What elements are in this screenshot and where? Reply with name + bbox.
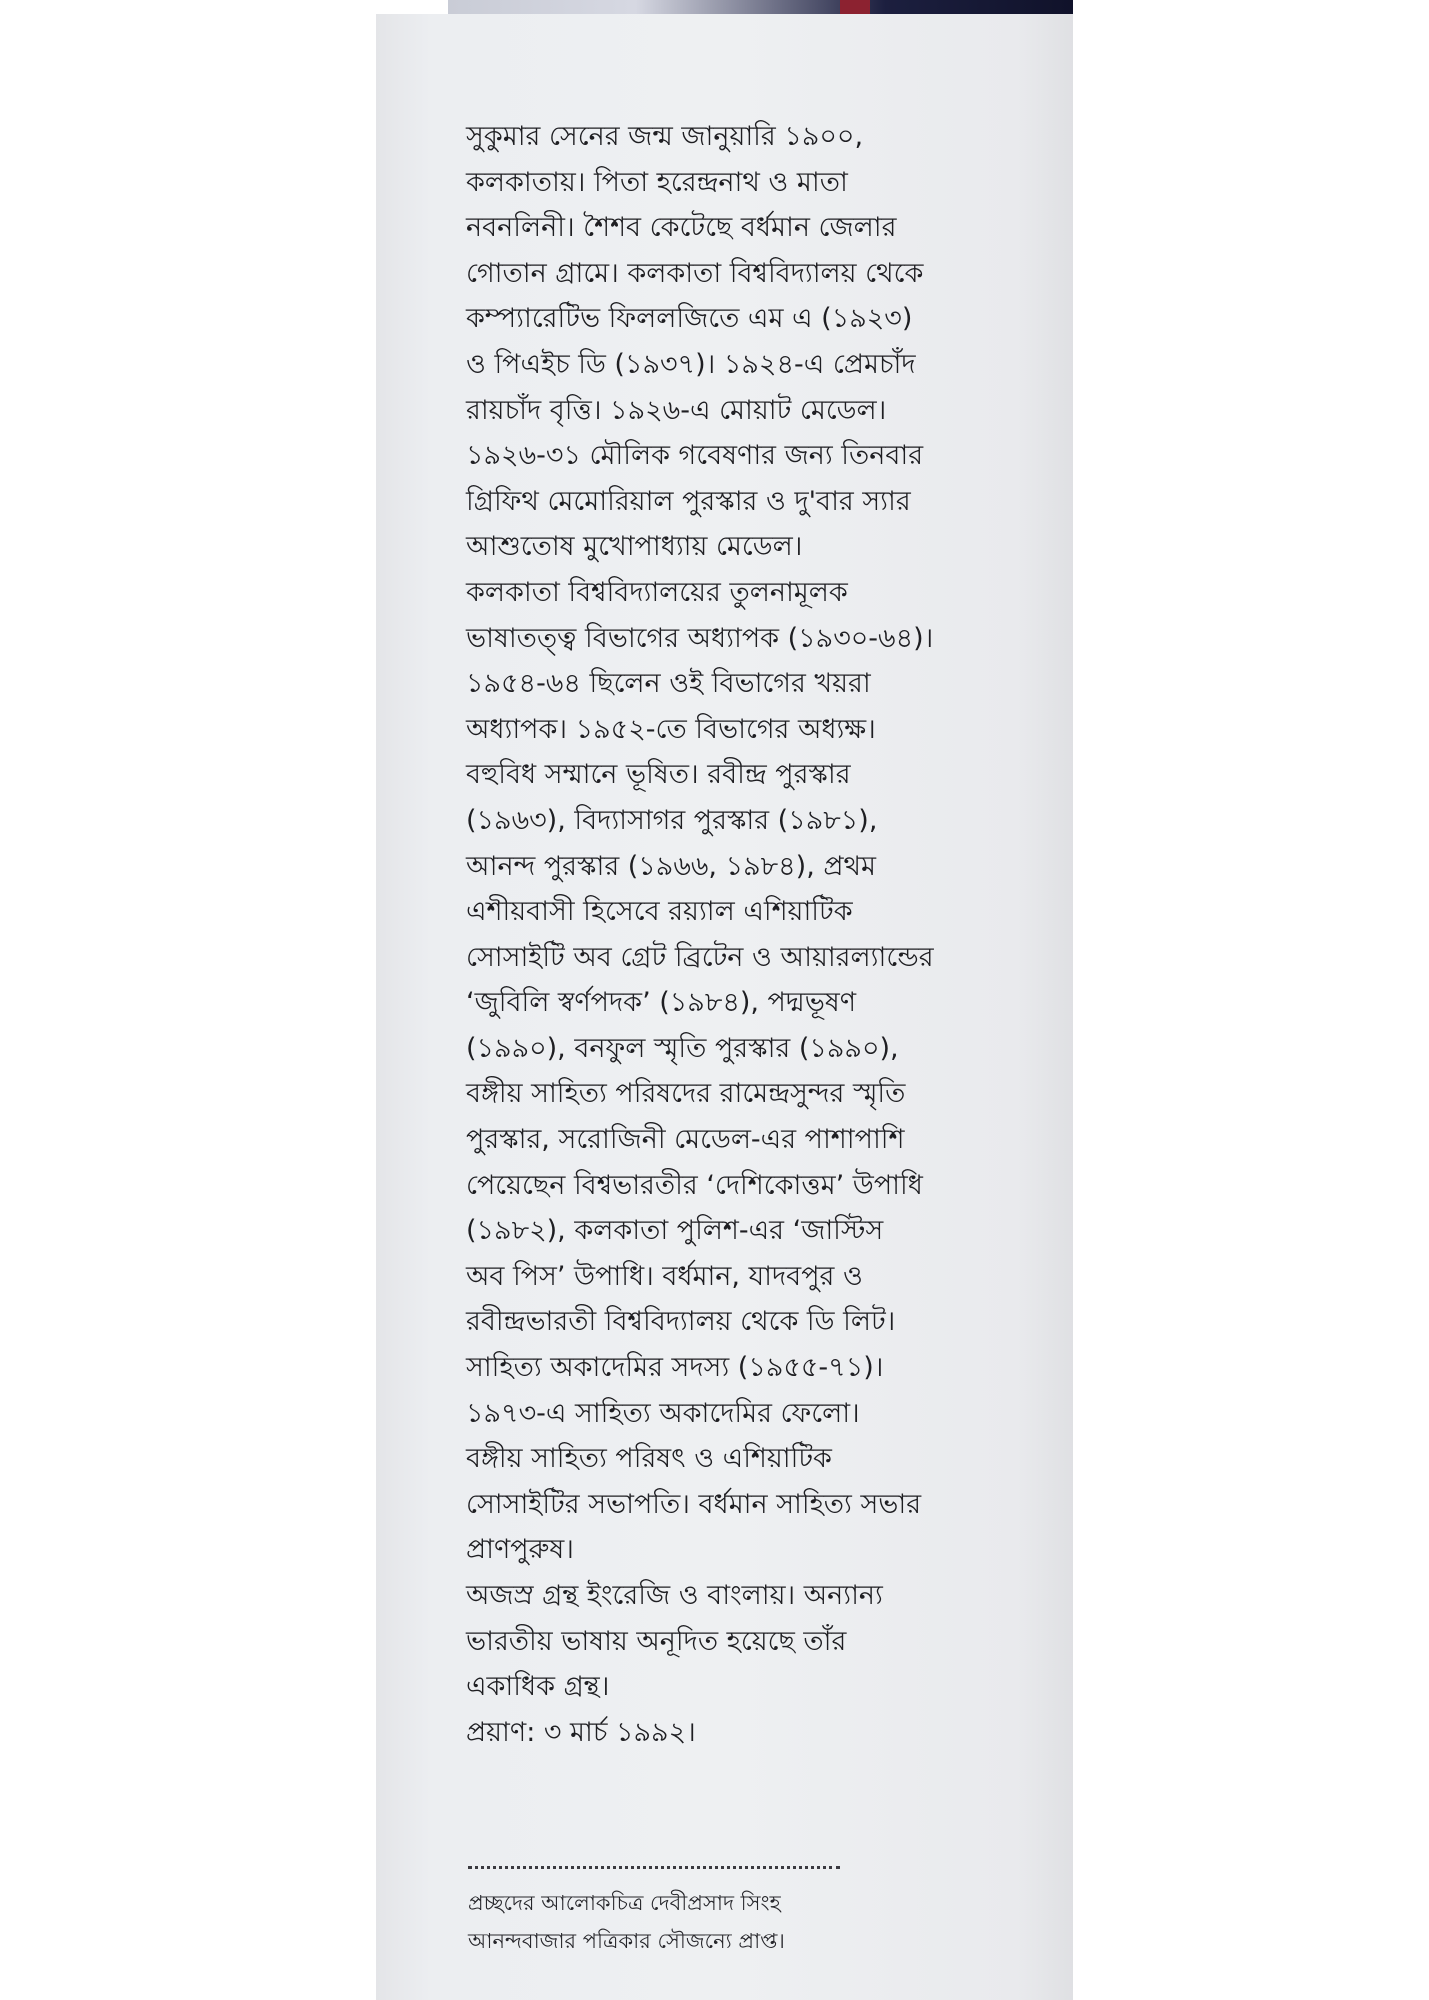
- bio-line: একাধিক গ্রন্থ।: [466, 1671, 610, 1703]
- bio-line: এশীয়বাসী হিসেবে রয়্যাল এশিয়াটিক: [466, 896, 853, 928]
- bio-line: সোসাইটি অব গ্রেট ব্রিটেন ও আয়ারল্যান্ডের: [466, 941, 934, 973]
- bio-line: ১৯২৬-৩১ মৌলিক গবেষণার জন্য তিনবার: [466, 440, 924, 472]
- dotted-divider: [468, 1866, 840, 1869]
- bio-line: ১৯৭৩-এ সাহিত্য অকাদেমির ফেলো।: [466, 1397, 860, 1429]
- bio-line: (১৯৬৩), বিদ্যাসাগর পুরস্কার (১৯৮১),: [466, 804, 878, 836]
- bio-line: সাহিত্য অকাদেমির সদস্য (১৯৫৫-৭১)।: [466, 1352, 884, 1384]
- book-jacket-flap: [376, 14, 1073, 2000]
- bio-line: কলকাতা বিশ্ববিদ্যালয়ের তুলনামূলক: [466, 576, 848, 608]
- bio-line: অজস্র গ্রন্থ ইংরেজি ও বাংলায়। অন্যান্য: [466, 1580, 883, 1611]
- bio-line: ১৯৫৪-৬৪ ছিলেন ওই বিভাগের খয়রা: [466, 668, 871, 700]
- background-book-spine: [840, 0, 870, 14]
- bio-line: পুরস্কার, সরোজিনী মেডেল-এর পাশাপাশি: [466, 1124, 905, 1156]
- bio-line: গোতান গ্রামে। কলকাতা বিশ্ববিদ্যালয় থেকে: [466, 257, 924, 289]
- bio-line: পেয়েছেন বিশ্বভারতীর ‘দেশিকোত্তম’ উপাধি: [466, 1169, 923, 1201]
- bio-line: গ্রিফিথ মেমোরিয়াল পুরস্কার ও দু'বার স্যার: [466, 485, 911, 517]
- bio-line: সোসাইটির সভাপতি। বর্ধমান সাহিত্য সভার: [466, 1488, 922, 1520]
- credit-line: আনন্দবাজার পত্রিকার সৌজন্যে প্রাপ্ত।: [468, 1929, 785, 1953]
- bio-line: রায়চাঁদ বৃত্তি। ১৯২৬-এ মোয়াট মেডেল।: [466, 394, 887, 426]
- bio-line: নবনলিনী। শৈশব কেটেছে বর্ধমান জেলার: [466, 212, 897, 244]
- bio-line: (১৯৮২), কলকাতা পুলিশ-এর ‘জাস্টিস: [466, 1215, 884, 1247]
- bio-line: কম্প্যারেটিভ ফিললজিতে এম এ (১৯২৩): [466, 303, 913, 335]
- background-book-edge: [448, 0, 1073, 14]
- bio-line: বঙ্গীয় সাহিত্য পরিষৎ ও এশিয়াটিক: [466, 1443, 832, 1475]
- bio-line: অব পিস’ উপাধি। বর্ধমান, যাদবপুর ও: [466, 1260, 863, 1292]
- bio-line: আশুতোষ মুখোপাধ্যায় মেডেল।: [466, 531, 803, 563]
- bio-line: রবীন্দ্রভারতী বিশ্ববিদ্যালয় থেকে ডি লিট।: [466, 1306, 896, 1338]
- bio-line: সুকুমার সেনের জন্ম জানুয়ারি ১৯০০,: [466, 121, 864, 152]
- bio-line: (১৯৯০), বনফুল স্মৃতি পুরস্কার (১৯৯০),: [466, 1032, 899, 1064]
- author-biography: [466, 114, 1026, 1755]
- bio-line: অধ্যাপক। ১৯৫২-তে বিভাগের অধ্যক্ষ।: [466, 713, 876, 745]
- bio-line: ভাষাতত্ত্ব বিভাগের অধ্যাপক (১৯৩০-৬৪)।: [466, 622, 934, 654]
- bio-line: আনন্দ পুরস্কার (১৯৬৬, ১৯৮৪), প্রথম: [466, 850, 877, 882]
- bio-line: প্রাণপুরুষ।: [466, 1534, 574, 1566]
- credit-line: প্রচ্ছদের আলোকচিত্র দেবীপ্রসাদ সিংহ: [468, 1891, 781, 1915]
- bio-line: বহুবিধ সম্মানে ভূষিত। রবীন্দ্র পুরস্কার: [466, 759, 851, 791]
- bio-line: প্রয়াণ: ৩ মার্চ ১৯৯২।: [466, 1716, 696, 1748]
- bio-line: বঙ্গীয় সাহিত্য পরিষদের রামেন্দ্রসুন্দর স্মৃতি: [466, 1078, 906, 1110]
- bio-line: কলকাতায়। পিতা হরেন্দ্রনাথ ও মাতা: [466, 166, 848, 198]
- bio-line: ও পিএইচ ডি (১৯৩৭)। ১৯২৪-এ প্রেমচাঁদ: [466, 348, 916, 380]
- bio-line: ‘জুবিলি স্বর্ণপদক’ (১৯৮৪), পদ্মভূষণ: [466, 987, 857, 1019]
- cover-photo-credit: [468, 1884, 1028, 1960]
- bio-line: ভারতীয় ভাষায় অনূদিত হয়েছে তাঁর: [466, 1625, 847, 1657]
